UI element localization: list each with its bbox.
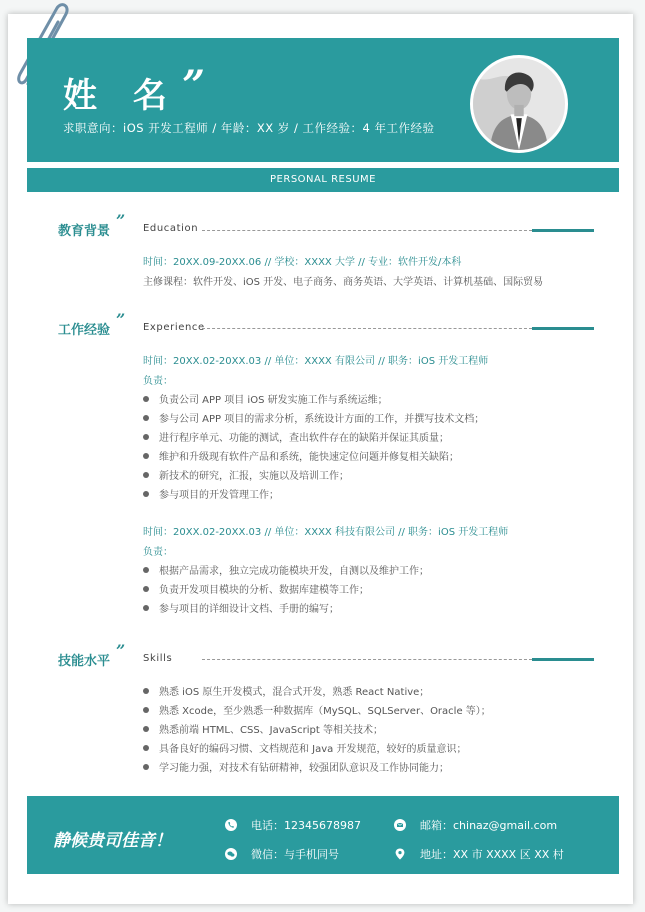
contact-address: 地址：XX 市 XXXX 区 XX 村 xyxy=(394,846,564,862)
education-quote-mark: ” xyxy=(116,211,126,230)
experience-title: 工作经验 xyxy=(58,323,111,338)
job-2-duty-label: 负责： xyxy=(143,547,173,558)
wechat-icon xyxy=(225,848,237,860)
education-title-en: Education xyxy=(143,223,199,234)
personal-resume-banner: PERSONAL RESUME xyxy=(27,168,619,192)
bullet-dot xyxy=(143,453,149,459)
bullet-dot xyxy=(143,764,149,770)
bullet-dot xyxy=(143,491,149,497)
bullet-dot xyxy=(143,415,149,421)
bullet-dot xyxy=(143,605,149,611)
experience-title-en: Experience xyxy=(143,322,205,333)
list-item: 进行程序单元、功能的测试，查出软件存在的缺陷并保证其质量； xyxy=(143,429,449,444)
education-info: 时间：20XX.09-20XX.06 // 学校：XXXX 大学 // 专业：软件开发/本科 xyxy=(143,257,462,268)
bullet-dot xyxy=(143,586,149,592)
education-divider xyxy=(202,230,532,231)
experience-divider-accent xyxy=(532,327,594,330)
education-divider-accent xyxy=(532,229,594,232)
list-item: 具备良好的编码习惯、文档规范和 Java 开发规范，较好的质量意识； xyxy=(143,740,466,755)
name-quote-mark: ” xyxy=(182,62,206,109)
education-title: 教育背景 xyxy=(58,224,111,239)
bullet-dot xyxy=(143,396,149,402)
job-intent: 求职意向：iOS 开发工程师 / 年龄：XX 岁 / 工作经验：4 年工作经验 xyxy=(63,121,435,135)
bullet-dot xyxy=(143,567,149,573)
bullet-dot xyxy=(143,434,149,440)
list-item: 维护和升级现有软件产品和系统，能快速定位问题并修复相关缺陷； xyxy=(143,448,459,463)
job-1-header: 时间：20XX.02-20XX.03 // 单位：XXXX 有限公司 // 职务：iOS 开发工程师 xyxy=(143,356,489,367)
bullet-dot xyxy=(143,726,149,732)
job-2-header: 时间：20XX.02-20XX.03 // 单位：XXXX 科技有限公司 // 职务：iOS 开发工程师 xyxy=(143,527,509,538)
location-icon xyxy=(394,848,406,860)
avatar xyxy=(470,55,568,153)
phone-icon xyxy=(225,819,237,831)
resume-footer xyxy=(27,796,619,874)
job-1-duty-label: 负责： xyxy=(143,376,173,387)
contact-email: 邮箱：chinaz@gmail.com xyxy=(394,817,557,833)
skills-title: 技能水平 xyxy=(58,654,111,669)
bullet-dot xyxy=(143,472,149,478)
list-item: 参与公司 APP 项目的需求分析，系统设计方面的工作，并撰写技术文档； xyxy=(143,410,484,425)
list-item: 参与项目的开发管理工作； xyxy=(143,486,279,501)
bullet-dot xyxy=(143,745,149,751)
mail-icon xyxy=(394,819,406,831)
list-item: 熟悉前端 HTML、CSS、JavaScript 等相关技术； xyxy=(143,721,383,736)
bullet-dot xyxy=(143,707,149,713)
contact-phone: 电话：12345678987 xyxy=(225,817,361,833)
list-item: 学习能力强，对技术有钻研精神，较强团队意识及工作协同能力； xyxy=(143,759,449,774)
list-item: 负责公司 APP 项目 iOS 研发实施工作与系统运维； xyxy=(143,391,388,406)
list-item: 负责开发项目模块的分析、数据库建模等工作； xyxy=(143,581,369,596)
contact-wechat: 微信：与手机同号 xyxy=(225,846,339,862)
list-item: 参与项目的详细设计文档、手册的编写； xyxy=(143,600,339,615)
list-item: 新技术的研究，汇报，实施以及培训工作； xyxy=(143,467,349,482)
list-item: 根据产品需求，独立完成功能模块开发，自测以及维护工作； xyxy=(143,562,429,577)
skills-quote-mark: ” xyxy=(116,641,126,660)
experience-divider xyxy=(202,328,532,329)
avatar-photo xyxy=(473,58,565,150)
candidate-name: 姓 名 xyxy=(63,76,179,116)
resume-header xyxy=(27,38,619,162)
skills-title-en: Skills xyxy=(143,653,173,664)
experience-quote-mark: ” xyxy=(116,310,126,329)
education-courses: 主修课程：软件开发、iOS 开发、电子商务、商务英语、大学英语、计算机基础、国际贸易 xyxy=(143,277,544,288)
footer-slogan: 静候贵司佳音！ xyxy=(53,831,172,851)
skills-divider xyxy=(202,659,532,660)
bullet-dot xyxy=(143,688,149,694)
skills-divider-accent xyxy=(532,658,594,661)
list-item: 熟悉 iOS 原生开发模式，混合式开发，熟悉 React Native； xyxy=(143,683,429,698)
list-item: 熟悉 Xcode，至少熟悉一种数据库（MySQL、SQLServer、Oracle 等）； xyxy=(143,702,491,717)
